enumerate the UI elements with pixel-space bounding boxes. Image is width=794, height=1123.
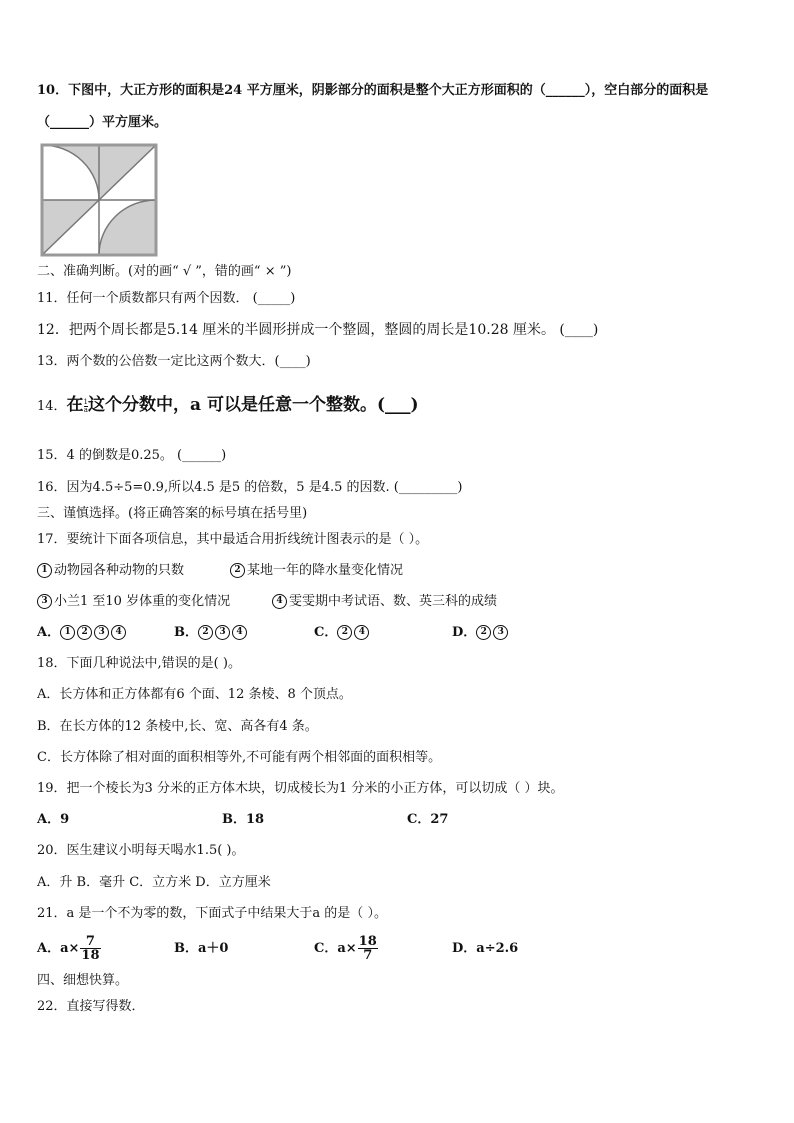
q22: 22．直接写得数． [37,999,145,1014]
q18-stem: 18．下面几种说法中,错误的是( )。 [37,656,241,671]
q21-option-a: A．a× $\frac{7}{18}$ [37,934,100,963]
q18-option-b: B．在长方体的12 条棱中,长、宽、高各有4 条。 [37,719,318,734]
q21-option-c: C．a× $\frac{18}{7}$ [314,934,377,963]
q15: 15．4 的倒数是0.25。 (______) [37,448,227,463]
q17-stem: 17．要统计下面各项信息，其中最适合用折线统计图表示的是（ ）。 [37,532,429,547]
q21-option-d: D．a÷2.6 [452,941,519,956]
q10-line1: 10．下图中，大正方形的面积是24 平方厘米，阴影部分的面积是整个大正方形面积的（______），空白部分的面积是 [37,83,709,98]
q14 [37,396,419,416]
q14-number: 14． [37,399,67,414]
q17-item-3: 3 小兰1 至10 岁体重的变化情况 [37,593,230,611]
q21-c-fraction: $\frac{18}{7}$ [358,934,377,963]
q18-option-a: A．长方体和正方体都有6 个面、12 条棱、8 个顶点。 [37,687,352,702]
q11: 11．任何一个质数都只有两个因数． (_____) [37,291,296,306]
q14-pre: 在 [66,395,84,415]
q20-options: A．升 B．毫升 C．立方米 D．立方厘米 [37,875,271,890]
q17-option-c: C． 2 4 [314,624,371,642]
q19-option-a: A．9 [37,812,70,827]
q16: 16．因为4.5÷5=0.9,所以4.5 是5 的倍数，5 是4.5 的因数. (_________) [37,480,463,495]
q14-fraction: $\frac{1}{a}$ [83,398,89,414]
q21-option-b: B．a＋0 [174,941,229,956]
q21-stem: 21．a 是一个不为零的数，下面式子中结果大于a 的是（ ）。 [37,906,387,921]
q17-option-a: A． 1 2 3 4 [37,624,128,642]
q17-option-b: B． 2 3 4 [174,624,249,642]
q17-item-4: 4 雯雯期中考试语、数、英三科的成绩 [272,593,497,611]
q14-post: 这个分数中，a 可以是任意一个整数。(___) [88,395,419,415]
q19-option-c: C．27 [407,812,449,827]
q20-stem: 20．医生建议小明每天喝水1.5( )。 [37,843,245,858]
q17-option-d: D． 2 3 [452,624,510,642]
section3-title: 三、谨慎选择。(将正确答案的标号填在括号里) [37,506,308,521]
square-figure [40,143,158,257]
q12: 12．把两个周长都是5.14 厘米的半圆形拼成一个整圆，整圆的周长是10.28 厘米。 (____) [37,322,599,338]
q17-item-2: 2 某地一年的降水量变化情况 [230,562,403,580]
q19-stem: 19．把一个棱长为3 分米的正方体木块，切成棱长为1 分米的小正方体，可以切成（ ）块。 [37,781,564,796]
q10-line2: （______）平方厘米。 [37,115,168,130]
q21-a-fraction: $\frac{7}{18}$ [81,934,100,963]
q18-option-c: C．长方体除了相对面的面积相等外,不可能有两个相邻面的面积相等。 [37,750,442,765]
section2-title: 二、准确判断。(对的画“ √ ”，错的画“ × ”) [37,264,292,279]
q17-item-1: 1 动物园各种动物的只数 [37,562,184,580]
section4-title: 四、细想快算。 [37,973,129,988]
q13: 13．两个数的公倍数一定比这两个数大．(____) [37,354,311,369]
q19-option-b: B．18 [222,812,265,827]
